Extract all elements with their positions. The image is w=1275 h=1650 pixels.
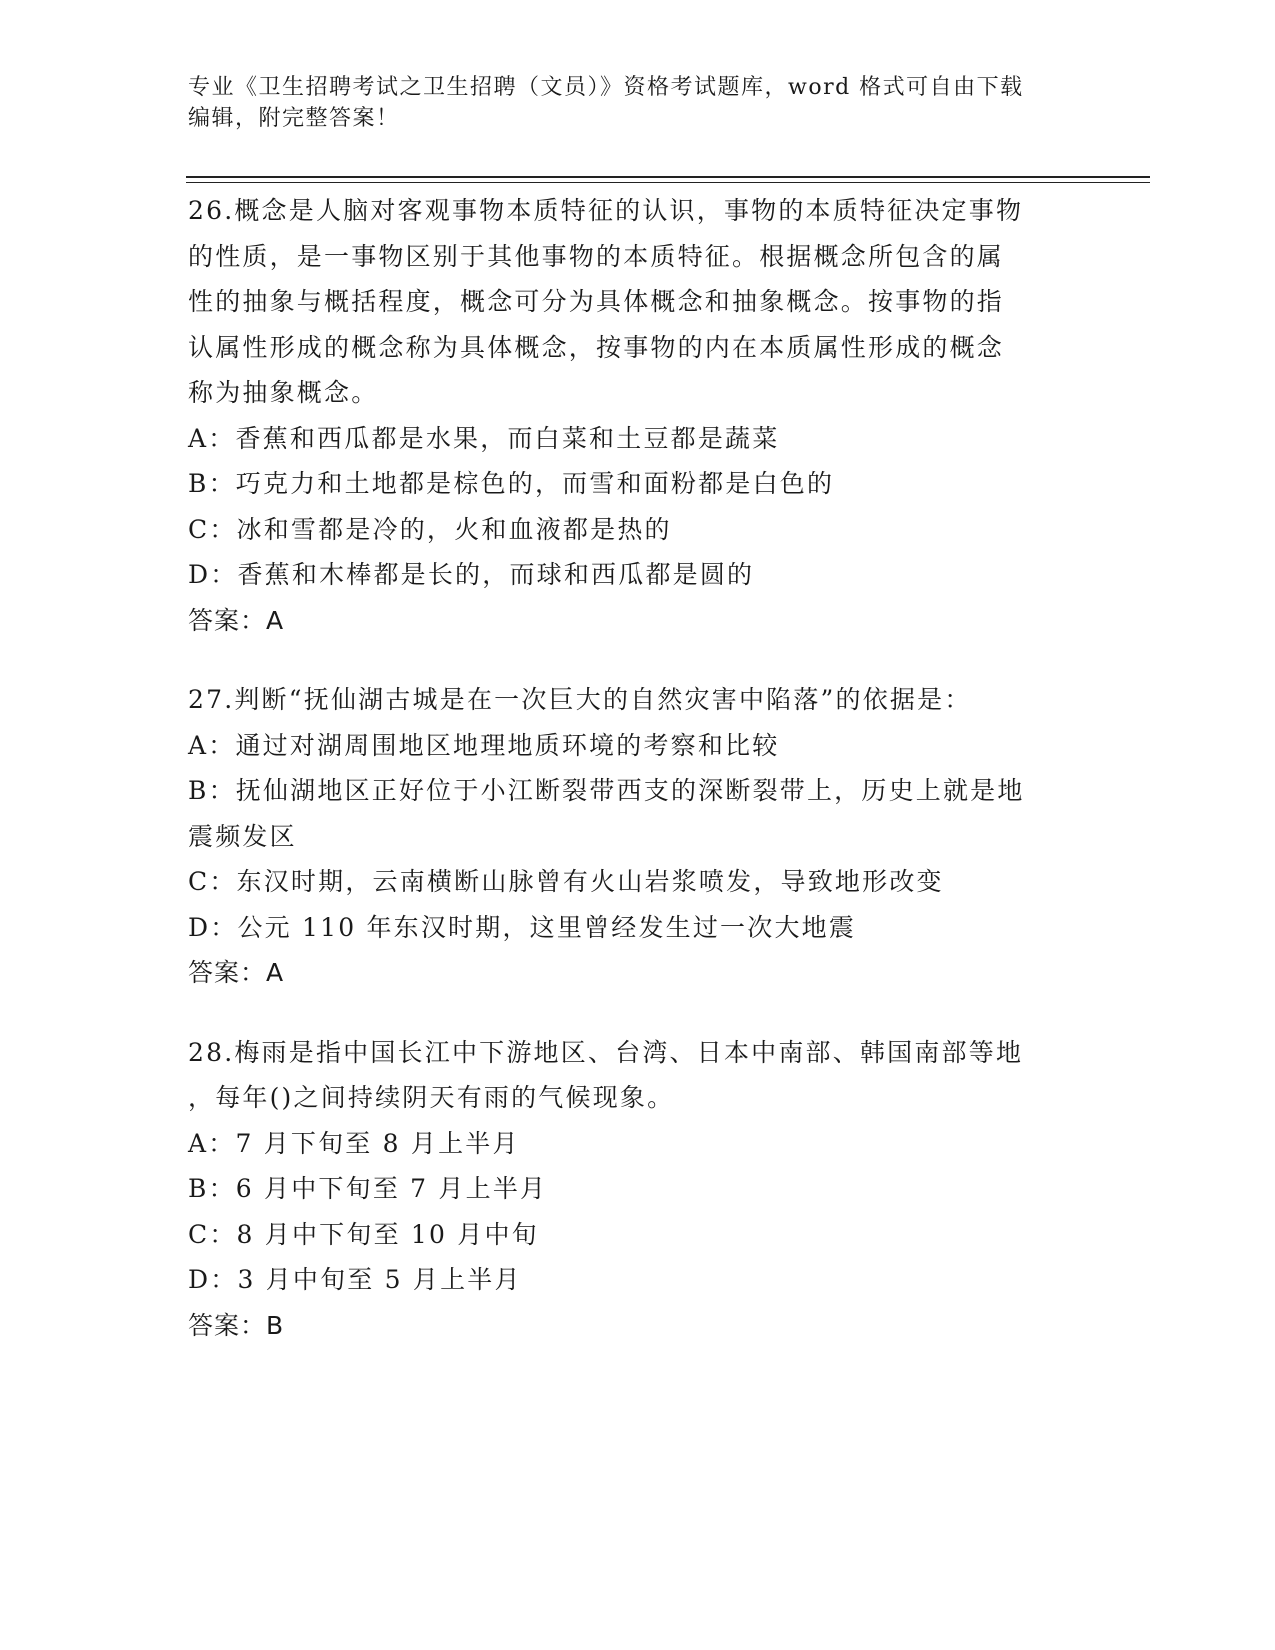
option-d: D：公元 110 年东汉时期，这里曾经发生过一次大地震 — [188, 912, 857, 942]
header-divider-thick — [186, 176, 1150, 178]
header-line-1: 专业《卫生招聘考试之卫生招聘（文员）》资格考试题库，word 格式可自由下载 — [188, 75, 1024, 100]
option-b: B：抚仙湖地区正好位于小江断裂带西支的深断裂带上，历史上就是地 — [188, 776, 1025, 805]
option-a: A：7 月下旬至 8 月上半月 — [188, 1128, 520, 1158]
question-stem-line: 性的抽象与概括程度，概念可分为具体概念和抽象概念。按事物的指 — [188, 287, 1005, 316]
document-header — [188, 72, 1088, 134]
option-a: A：香蕉和西瓜都是水果，而白菜和土豆都是蔬菜 — [188, 423, 780, 453]
option-a: A：通过对湖周围地区地理地质环境的考察和比较 — [188, 730, 780, 760]
question-stem-line: 26.概念是人脑对客观事物本质特征的认识，事物的本质特征决定事物 — [188, 196, 1024, 225]
question-stem-line: 称为抽象概念。 — [188, 378, 379, 407]
header-line-2: 编辑，附完整答案！ — [188, 106, 400, 131]
answer-label: 答案：A — [188, 605, 285, 635]
answer-label: 答案：B — [188, 1310, 285, 1340]
question-stem-line: ，每年()之间持续阴天有雨的气候现象。 — [188, 1083, 675, 1112]
option-c: C：8 月中下旬至 10 月中旬 — [188, 1219, 539, 1249]
question-stem-line: 27.判断“抚仙湖古城是在一次巨大的自然灾害中陷落”的依据是： — [188, 685, 972, 714]
option-d: D：香蕉和木棒都是长的，而球和西瓜都是圆的 — [188, 560, 755, 589]
answer-label: 答案：A — [188, 958, 285, 987]
question-stem-line: 28.梅雨是指中国长江中下游地区、台湾、日本中南部、韩国南部等地 — [188, 1037, 1024, 1067]
question-27 — [188, 677, 1078, 996]
header-divider-thin — [186, 182, 1150, 183]
option-d: D：3 月中旬至 5 月上半月 — [188, 1265, 522, 1294]
option-b-continued: 震频发区 — [188, 821, 297, 851]
option-c: C：东汉时期，云南横断山脉曾有火山岩浆喷发，导致地形改变 — [188, 867, 944, 896]
question-stem-line: 认属性形成的概念称为具体概念，按事物的内在本质属性形成的概念 — [188, 332, 1005, 362]
option-b: B：6 月中下旬至 7 月上半月 — [188, 1174, 548, 1203]
option-b: B：巧克力和土地都是棕色的，而雪和面粉都是白色的 — [188, 469, 835, 498]
question-28 — [188, 1030, 1078, 1349]
option-c: C：冰和雪都是冷的，火和血液都是热的 — [188, 514, 672, 544]
question-list — [188, 188, 1078, 1382]
question-26 — [188, 188, 1078, 643]
question-stem-line: 的性质，是一事物区别于其他事物的本质特征。根据概念所包含的属 — [188, 241, 1005, 271]
